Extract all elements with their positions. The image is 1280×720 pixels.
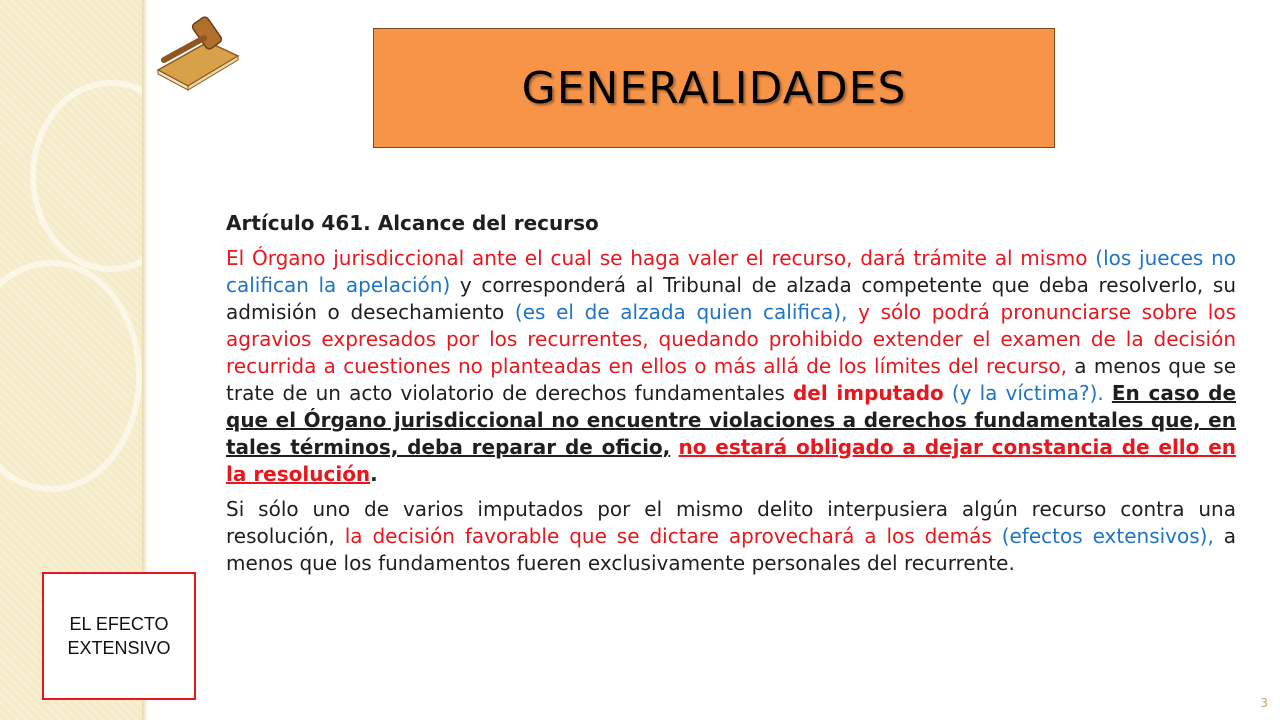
text-segment: (los jueces no califican la apelación) (226, 246, 1237, 297)
text-segment: . (370, 462, 378, 486)
page-number: 3 (1260, 696, 1268, 710)
text-segment: (y la víctima?). (951, 381, 1104, 405)
text-segment: El Órgano jurisdiccional ante el cual se haga valer el recurso, dará trámite al mismo (226, 246, 1088, 270)
text-segment: Si sólo uno de varios imputados por el mismo delito interpusiera algún recurso contra una resolución, (226, 497, 1236, 548)
side-label-line-1: EL EFECTO (69, 614, 169, 634)
text-segment: y sólo podrá pronunciarse sobre los agravios expresados por los recurrentes, quedando prohibido extender el examen de la decisión recurrida a cuestiones no planteadas en ellos o más allá de los límites del recurso, (226, 300, 1236, 378)
decorative-swirl (0, 260, 142, 492)
side-label-line-2: EXTENSIVO (67, 638, 171, 658)
text-segment: a menos que se trate de un acto violatorio de derechos fundamentales (226, 354, 1236, 405)
extensive-effect-label (42, 572, 196, 700)
text-segment: y corresponderá al Tribunal de alzada competente que deba resolverlo, su admisión o desechamiento (226, 273, 1237, 324)
text-segment: En caso de que el Órgano jurisdiccional no encuentre violaciones a derechos fundamentales que, en tales términos, deba reparar de oficio, (226, 381, 1237, 459)
text-segment: a menos que los fundamentos fueren exclusivamente personales del recurrente. (226, 524, 1237, 575)
title-box (373, 28, 1055, 148)
article-content (226, 210, 1236, 577)
article-paragraph-1 (226, 245, 1236, 488)
article-paragraph-2 (226, 496, 1236, 577)
slide-title: GENERALIDADES (521, 62, 907, 114)
text-segment: (efectos extensivos), (1001, 524, 1214, 548)
article-heading: Artículo 461. Alcance del recurso (226, 211, 599, 235)
gavel-and-book-icon (146, 12, 246, 92)
text-segment: no estará obligado a dejar constancia de ello en la resolución (226, 435, 1237, 486)
text-segment: del imputado (792, 381, 944, 405)
text-segment: la decisión favorable que se dictare aprovechará a los demás (344, 524, 992, 548)
text-segment: (es el de alzada quien califica), (514, 300, 848, 324)
decorative-swirl (30, 80, 192, 272)
